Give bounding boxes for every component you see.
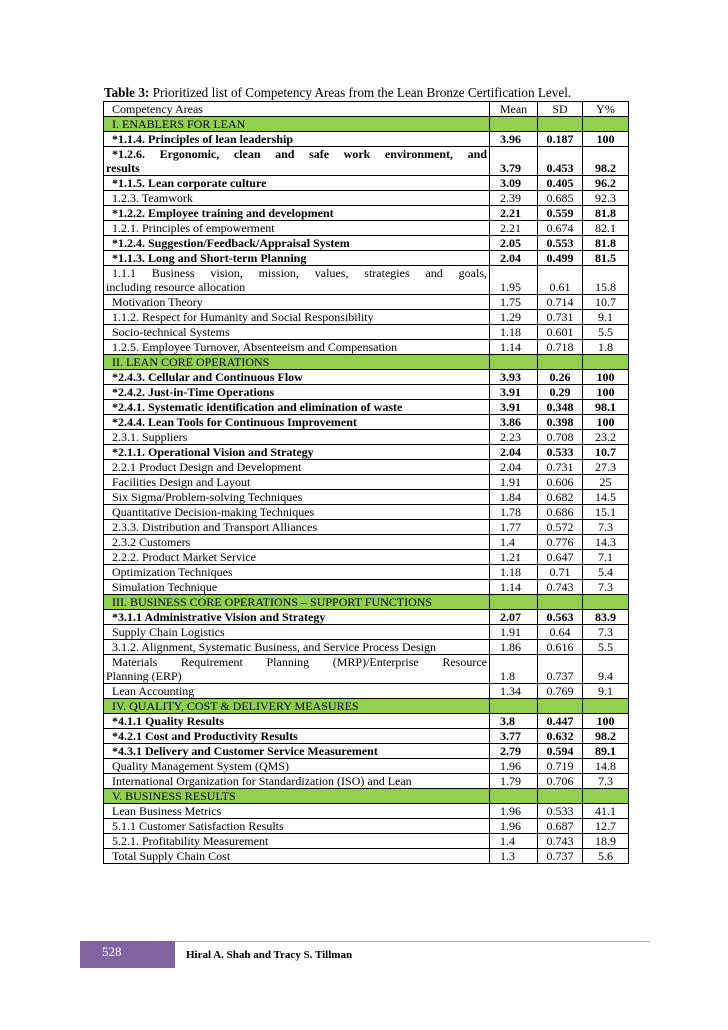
table-row	[104, 550, 629, 565]
competency-area-cell: Lean Accounting	[104, 684, 490, 699]
sd-cell: 0.708	[538, 430, 583, 445]
mean-cell: 2.05	[490, 236, 538, 251]
competency-area-cell: IV. QUALITY, COST & DELIVERY MEASURES	[104, 699, 490, 714]
y-percent-cell: 98.1	[583, 400, 629, 415]
table-row	[104, 340, 629, 355]
table-row	[104, 132, 629, 147]
competency-area-cell: V. BUSINESS RESULTS	[104, 789, 490, 804]
table-caption-label: Table 3:	[104, 85, 150, 100]
sd-cell	[538, 699, 583, 714]
y-percent-cell: 18.9	[583, 834, 629, 849]
mean-cell: 3.86	[490, 415, 538, 430]
table-row	[104, 251, 629, 266]
sd-cell: 0.533	[538, 445, 583, 460]
sd-cell: 0.559	[538, 206, 583, 221]
table-row	[104, 804, 629, 819]
competency-area-continuation: Planning (ERP)	[106, 669, 182, 683]
competency-area-cell: I. ENABLERS FOR LEAN	[104, 117, 490, 132]
competency-area-cell: Total Supply Chain Cost	[104, 849, 490, 864]
competency-area-cell: *2.4.2. Just-in-Time Operations	[104, 385, 490, 400]
table-row	[104, 266, 629, 295]
mean-cell: 1.95	[490, 266, 538, 295]
mean-cell: 1.8	[490, 655, 538, 684]
mean-cell: 3.93	[490, 370, 538, 385]
mean-cell: 1.14	[490, 580, 538, 595]
mean-cell: 1.75	[490, 295, 538, 310]
table-row	[104, 415, 629, 430]
competency-area-cell	[104, 655, 490, 684]
mean-cell	[490, 355, 538, 370]
y-percent-cell: 14.3	[583, 535, 629, 550]
sd-cell: 0.348	[538, 400, 583, 415]
y-percent-cell: 9.1	[583, 684, 629, 699]
table-row	[104, 191, 629, 206]
y-percent-cell: 15.8	[583, 266, 629, 295]
competency-area-cell: Simulation Technique	[104, 580, 490, 595]
competency-area-cell: Facilities Design and Layout	[104, 475, 490, 490]
mean-cell: 2.79	[490, 744, 538, 759]
sd-cell: 0.687	[538, 819, 583, 834]
competency-area-line: Materials Requirement Planning (MRP)/Enterprise Resource	[112, 655, 487, 669]
competency-area-cell: *1.1.4. Principles of lean leadership	[104, 132, 490, 147]
mean-cell: 2.04	[490, 460, 538, 475]
competency-area-cell	[104, 266, 490, 295]
competency-area-cell: *2.1.1. Operational Vision and Strategy	[104, 445, 490, 460]
y-percent-cell: 82.1	[583, 221, 629, 236]
competency-area-cell: Six Sigma/Problem-solving Techniques	[104, 490, 490, 505]
competency-area-cell: 2.2.2. Product Market Service	[104, 550, 490, 565]
competency-area-cell: 1.2.5. Employee Turnover, Absenteeism and Compensation	[104, 340, 490, 355]
table-row	[104, 729, 629, 744]
sd-cell: 0.405	[538, 176, 583, 191]
sd-cell: 0.719	[538, 759, 583, 774]
competency-area-cell: 3.1.2. Alignment, Systematic Business, and Service Process Design	[104, 640, 490, 655]
table-row	[104, 460, 629, 475]
competency-area-line: 1.1.1 Business vision, mission, values, strategies and goals,	[112, 266, 487, 280]
competency-area-continuation: results	[106, 161, 140, 175]
mean-cell: 2.23	[490, 430, 538, 445]
y-percent-cell	[583, 595, 629, 610]
header-mean: Mean	[490, 102, 538, 117]
table-row	[104, 655, 629, 684]
mean-cell	[490, 789, 538, 804]
sd-cell: 0.398	[538, 415, 583, 430]
sd-cell: 0.714	[538, 295, 583, 310]
mean-cell: 1.91	[490, 625, 538, 640]
header-y-percent: Y%	[583, 102, 629, 117]
competency-table-body	[104, 102, 629, 864]
sd-cell: 0.64	[538, 625, 583, 640]
sd-cell: 0.26	[538, 370, 583, 385]
sd-cell: 0.769	[538, 684, 583, 699]
y-percent-cell: 100	[583, 385, 629, 400]
mean-cell: 2.04	[490, 445, 538, 460]
page-number: 528	[80, 941, 175, 968]
mean-cell: 3.91	[490, 385, 538, 400]
table-row	[104, 490, 629, 505]
table-row	[104, 325, 629, 340]
sd-cell: 0.553	[538, 236, 583, 251]
mean-cell: 3.79	[490, 147, 538, 176]
sd-cell: 0.616	[538, 640, 583, 655]
mean-cell: 1.4	[490, 535, 538, 550]
table-row	[104, 147, 629, 176]
mean-cell: 1.77	[490, 520, 538, 535]
y-percent-cell: 83.9	[583, 610, 629, 625]
sd-cell: 0.29	[538, 385, 583, 400]
table-row	[104, 445, 629, 460]
sd-cell: 0.453	[538, 147, 583, 176]
header-sd: SD	[538, 102, 583, 117]
sd-cell: 0.572	[538, 520, 583, 535]
mean-cell: 1.3	[490, 849, 538, 864]
competency-area-cell: 1.1.2. Respect for Humanity and Social Responsibility	[104, 310, 490, 325]
y-percent-cell: 100	[583, 370, 629, 385]
y-percent-cell: 25	[583, 475, 629, 490]
table-row	[104, 400, 629, 415]
y-percent-cell: 27.3	[583, 460, 629, 475]
table-row	[104, 206, 629, 221]
sd-cell: 0.71	[538, 565, 583, 580]
table-row	[104, 819, 629, 834]
y-percent-cell: 5.5	[583, 325, 629, 340]
table-row	[104, 370, 629, 385]
competency-table	[103, 101, 629, 864]
mean-cell: 1.78	[490, 505, 538, 520]
table-row	[104, 625, 629, 640]
sd-cell: 0.447	[538, 714, 583, 729]
competency-area-cell: *2.4.1. Systematic identification and elimination of waste	[104, 400, 490, 415]
sd-cell: 0.685	[538, 191, 583, 206]
mean-cell: 1.86	[490, 640, 538, 655]
table-row	[104, 295, 629, 310]
competency-area-continuation: including resource allocation	[106, 280, 246, 294]
sd-cell: 0.647	[538, 550, 583, 565]
y-percent-cell: 7.3	[583, 520, 629, 535]
competency-area-cell: 5.1.1 Customer Satisfaction Results	[104, 819, 490, 834]
mean-cell: 2.21	[490, 221, 538, 236]
mean-cell: 1.84	[490, 490, 538, 505]
competency-area-cell: Lean Business Metrics	[104, 804, 490, 819]
competency-area-cell: III. BUSINESS CORE OPERATIONS – SUPPORT FUNCTIONS	[104, 595, 490, 610]
y-percent-cell: 10.7	[583, 445, 629, 460]
table-row	[104, 610, 629, 625]
y-percent-cell: 14.5	[583, 490, 629, 505]
mean-cell: 2.07	[490, 610, 538, 625]
table-caption-text: Prioritized list of Competency Areas from the Lean Bronze Certification Level.	[149, 85, 572, 100]
mean-cell: 1.34	[490, 684, 538, 699]
competency-area-cell: *2.4.4. Lean Tools for Continuous Improvement	[104, 415, 490, 430]
competency-area-cell: *4.3.1 Delivery and Customer Service Measurement	[104, 744, 490, 759]
mean-cell: 1.91	[490, 475, 538, 490]
mean-cell: 1.18	[490, 325, 538, 340]
footer-authors: Hiral A. Shah and Tracy S. Tillman	[186, 949, 353, 961]
sd-cell: 0.718	[538, 340, 583, 355]
mean-cell	[490, 117, 538, 132]
sd-cell	[538, 789, 583, 804]
competency-area-cell: Socio-technical Systems	[104, 325, 490, 340]
competency-area-cell: Supply Chain Logistics	[104, 625, 490, 640]
y-percent-cell: 7.3	[583, 625, 629, 640]
section-row	[104, 117, 629, 132]
section-row	[104, 699, 629, 714]
y-percent-cell: 81.8	[583, 236, 629, 251]
competency-area-cell: 2.2.1 Product Design and Development	[104, 460, 490, 475]
y-percent-cell: 98.2	[583, 729, 629, 744]
competency-area-cell: *1.2.2. Employee training and development	[104, 206, 490, 221]
y-percent-cell: 14.8	[583, 759, 629, 774]
mean-cell: 1.21	[490, 550, 538, 565]
table-row	[104, 714, 629, 729]
mean-cell: 2.04	[490, 251, 538, 266]
sd-cell: 0.674	[538, 221, 583, 236]
mean-cell: 2.21	[490, 206, 538, 221]
competency-area-cell: 1.2.1. Principles of empowerment	[104, 221, 490, 236]
competency-area-cell: Optimization Techniques	[104, 565, 490, 580]
sd-cell: 0.706	[538, 774, 583, 789]
section-row	[104, 595, 629, 610]
table-row	[104, 310, 629, 325]
y-percent-cell	[583, 699, 629, 714]
competency-area-cell: *1.1.5. Lean corporate culture	[104, 176, 490, 191]
header-competency-areas: Competency Areas	[104, 102, 490, 117]
y-percent-cell: 98.2	[583, 147, 629, 176]
y-percent-cell: 5.4	[583, 565, 629, 580]
competency-area-line: *1.2.6. Ergonomic, clean and safe work environment, and	[112, 147, 487, 161]
competency-area-cell: 5.2.1. Profitability Measurement	[104, 834, 490, 849]
y-percent-cell: 23.2	[583, 430, 629, 445]
y-percent-cell: 100	[583, 132, 629, 147]
sd-cell: 0.776	[538, 535, 583, 550]
table-row	[104, 744, 629, 759]
y-percent-cell: 81.5	[583, 251, 629, 266]
mean-cell: 1.18	[490, 565, 538, 580]
y-percent-cell: 15.1	[583, 505, 629, 520]
competency-area-cell: Quantitative Decision-making Techniques	[104, 505, 490, 520]
mean-cell: 1.14	[490, 340, 538, 355]
sd-cell: 0.731	[538, 460, 583, 475]
sd-cell: 0.594	[538, 744, 583, 759]
y-percent-cell	[583, 117, 629, 132]
y-percent-cell: 89.1	[583, 744, 629, 759]
y-percent-cell: 100	[583, 714, 629, 729]
y-percent-cell: 5.6	[583, 849, 629, 864]
y-percent-cell: 1.8	[583, 340, 629, 355]
mean-cell: 3.77	[490, 729, 538, 744]
sd-cell: 0.743	[538, 580, 583, 595]
competency-area-cell: *1.1.3. Long and Short-term Planning	[104, 251, 490, 266]
y-percent-cell: 100	[583, 415, 629, 430]
y-percent-cell	[583, 789, 629, 804]
sd-cell: 0.61	[538, 266, 583, 295]
mean-cell: 1.79	[490, 774, 538, 789]
table-row	[104, 774, 629, 789]
y-percent-cell: 7.3	[583, 580, 629, 595]
sd-cell: 0.187	[538, 132, 583, 147]
mean-cell: 3.09	[490, 176, 538, 191]
table-row	[104, 834, 629, 849]
mean-cell	[490, 595, 538, 610]
competency-area-cell: 2.3.3. Distribution and Transport Alliances	[104, 520, 490, 535]
sd-cell	[538, 595, 583, 610]
competency-area-cell: International Organization for Standardization (ISO) and Lean	[104, 774, 490, 789]
y-percent-cell: 9.4	[583, 655, 629, 684]
y-percent-cell: 5.5	[583, 640, 629, 655]
sd-cell: 0.533	[538, 804, 583, 819]
sd-cell	[538, 117, 583, 132]
table-row	[104, 505, 629, 520]
table-row	[104, 759, 629, 774]
mean-cell: 3.91	[490, 400, 538, 415]
table-row	[104, 535, 629, 550]
table-row	[104, 385, 629, 400]
sd-cell: 0.743	[538, 834, 583, 849]
y-percent-cell: 9.1	[583, 310, 629, 325]
table-row	[104, 176, 629, 191]
sd-cell: 0.686	[538, 505, 583, 520]
section-row	[104, 355, 629, 370]
y-percent-cell: 81.8	[583, 206, 629, 221]
sd-cell	[538, 355, 583, 370]
table-row	[104, 475, 629, 490]
competency-area-cell: II. LEAN CORE OPERATIONS	[104, 355, 490, 370]
y-percent-cell: 96.2	[583, 176, 629, 191]
y-percent-cell: 7.3	[583, 774, 629, 789]
y-percent-cell: 10.7	[583, 295, 629, 310]
table-row	[104, 236, 629, 251]
mean-cell	[490, 699, 538, 714]
y-percent-cell: 12.7	[583, 819, 629, 834]
sd-cell: 0.737	[538, 849, 583, 864]
competency-area-cell: *2.4.3. Cellular and Continuous Flow	[104, 370, 490, 385]
mean-cell: 1.29	[490, 310, 538, 325]
competency-area-cell: *3.1.1 Administrative Vision and Strategy	[104, 610, 490, 625]
sd-cell: 0.632	[538, 729, 583, 744]
y-percent-cell: 7.1	[583, 550, 629, 565]
sd-cell: 0.601	[538, 325, 583, 340]
mean-cell: 1.96	[490, 804, 538, 819]
mean-cell: 1.96	[490, 819, 538, 834]
sd-cell: 0.563	[538, 610, 583, 625]
y-percent-cell: 41.1	[583, 804, 629, 819]
competency-area-cell: 2.3.2 Customers	[104, 535, 490, 550]
competency-area-cell: Quality Management System (QMS)	[104, 759, 490, 774]
table-row	[104, 580, 629, 595]
sd-cell: 0.737	[538, 655, 583, 684]
sd-cell: 0.731	[538, 310, 583, 325]
sd-cell: 0.682	[538, 490, 583, 505]
competency-area-cell: 1.2.3. Teamwork	[104, 191, 490, 206]
table-row	[104, 221, 629, 236]
mean-cell: 3.96	[490, 132, 538, 147]
competency-area-cell: Motivation Theory	[104, 295, 490, 310]
y-percent-cell	[583, 355, 629, 370]
table-row	[104, 565, 629, 580]
section-row	[104, 789, 629, 804]
mean-cell: 2.39	[490, 191, 538, 206]
table-caption	[104, 85, 644, 101]
table-row	[104, 849, 629, 864]
y-percent-cell: 92.3	[583, 191, 629, 206]
competency-area-cell: *1.2.4. Suggestion/Feedback/Appraisal System	[104, 236, 490, 251]
table-row	[104, 430, 629, 445]
competency-area-cell: 2.3.1. Suppliers	[104, 430, 490, 445]
competency-area-cell: *4.1.1 Quality Results	[104, 714, 490, 729]
competency-area-cell	[104, 147, 490, 176]
table-row	[104, 684, 629, 699]
mean-cell: 1.96	[490, 759, 538, 774]
competency-area-cell: *4.2.1 Cost and Productivity Results	[104, 729, 490, 744]
mean-cell: 3.8	[490, 714, 538, 729]
table-row	[104, 520, 629, 535]
table-header-row	[104, 102, 629, 117]
mean-cell: 1.4	[490, 834, 538, 849]
sd-cell: 0.499	[538, 251, 583, 266]
table-row	[104, 640, 629, 655]
sd-cell: 0.606	[538, 475, 583, 490]
